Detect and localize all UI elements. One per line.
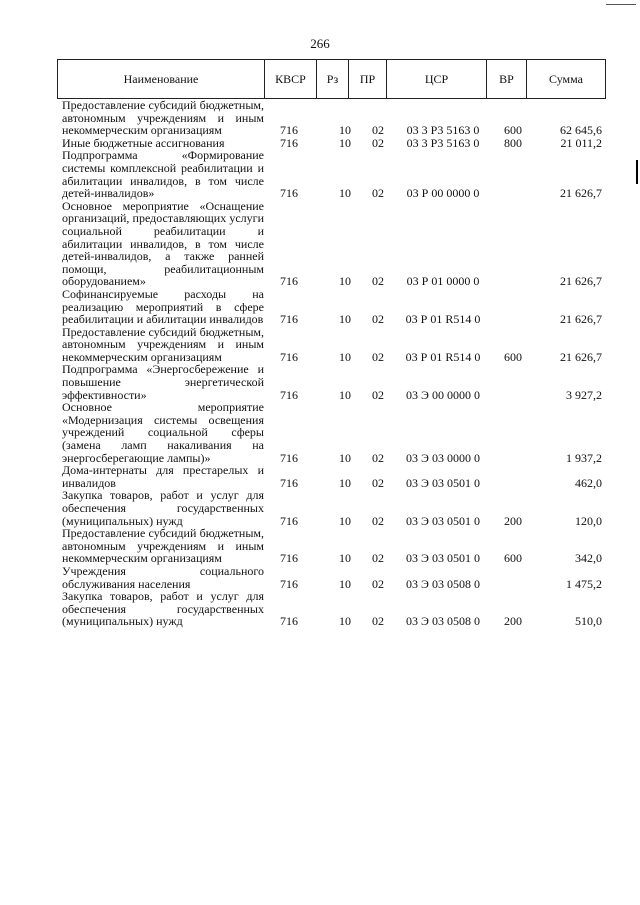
- row-sum: 120,0: [575, 513, 602, 528]
- table-row: [62, 590, 602, 628]
- row-rz: 10: [339, 135, 351, 150]
- header-sum: Сумма: [549, 71, 583, 86]
- row-pr: 02: [372, 387, 384, 402]
- row-kvsr: 716: [280, 312, 298, 327]
- row-rz: 10: [339, 614, 351, 629]
- row-rz: 10: [339, 274, 351, 289]
- row-kvsr: 716: [280, 614, 298, 629]
- row-name: Подпрограмма «Формирование системы комплексной реабилитации и абилитации инвалидов, в том числе детей-инвалидов»: [62, 148, 264, 201]
- row-rz: 10: [339, 312, 351, 327]
- table-row: [62, 363, 602, 401]
- row-pr: 02: [372, 123, 384, 138]
- row-rz: 10: [339, 450, 351, 465]
- row-sum: 21 626,7: [560, 312, 602, 327]
- row-sum: 21 626,7: [560, 186, 602, 201]
- header-rz: Рз: [317, 60, 349, 98]
- table-row: [62, 401, 602, 464]
- row-sum: 1 475,2: [566, 576, 602, 591]
- row-name: Иные бюджетные ассигнования: [62, 135, 225, 150]
- row-rz: 10: [339, 475, 351, 490]
- row-name: Софинансируемые расходы на реализацию мероприятий в сфере реабилитации и абилитации инвалидов: [62, 286, 264, 327]
- row-sum: 3 927,2: [566, 387, 602, 402]
- row-rz: 10: [339, 387, 351, 402]
- row-pr: 02: [372, 614, 384, 629]
- row-rz: 10: [339, 513, 351, 528]
- row-sum: 462,0: [575, 475, 602, 490]
- row-csr: 03 Э 03 0000 0: [406, 450, 480, 465]
- header-csr: ЦСР: [387, 60, 487, 98]
- row-name: Дома-интернаты для престарелых и инвалидов: [62, 463, 264, 490]
- header-name: Наименование: [58, 60, 265, 98]
- row-pr: 02: [372, 274, 384, 289]
- row-kvsr: 716: [280, 475, 298, 490]
- row-name: Закупка товаров, работ и услуг для обеспечения государственных (муниципальных) нужд: [62, 488, 264, 528]
- table-row: [62, 200, 602, 288]
- row-pr: 02: [372, 135, 384, 150]
- row-csr: 03 Р 01 R514 0: [405, 312, 481, 327]
- row-rz: 10: [339, 349, 351, 364]
- row-name: Основное мероприятие «Оснащение организаций, предоставляющих услуги социальной реабилитации и абилитации инвалидов, в том числе детей-инвалидов, а также ранней помощи, реабилитационным оборудованием»: [62, 198, 264, 289]
- row-sum: 62 645,6: [560, 123, 602, 138]
- row-vr: 600: [504, 349, 522, 364]
- header-vr: ВР: [487, 60, 527, 98]
- row-sum: 21 011,2: [560, 135, 602, 150]
- row-kvsr: 716: [280, 551, 298, 566]
- row-csr: 03 3 Р3 5163 0: [406, 123, 480, 138]
- row-name: Учреждения социального обслуживания населения: [62, 563, 264, 591]
- table-row: [62, 288, 602, 326]
- row-csr: 03 Р 01 0000 0: [406, 274, 480, 289]
- row-pr: 02: [372, 349, 384, 364]
- table-header: [57, 59, 606, 99]
- row-pr: 02: [372, 551, 384, 566]
- row-csr: 03 Э 00 0000 0: [406, 387, 480, 402]
- row-pr: 02: [372, 576, 384, 591]
- row-sum: 510,0: [575, 614, 602, 629]
- row-kvsr: 716: [280, 576, 298, 591]
- row-sum: 21 626,7: [560, 274, 602, 289]
- row-name: Закупка товаров, работ и услуг для обеспечения государственных (муниципальных) нужд: [62, 589, 264, 629]
- row-csr: 03 Э 03 0508 0: [406, 576, 480, 591]
- row-pr: 02: [372, 186, 384, 201]
- row-name: Предоставление субсидий бюджетным, автономным учреждениям и иным некоммерческим организациям: [62, 98, 264, 138]
- row-pr: 02: [372, 450, 384, 465]
- table-row: [62, 149, 602, 199]
- row-sum: 342,0: [575, 551, 602, 566]
- row-kvsr: 716: [280, 450, 298, 465]
- row-csr: 03 Э 03 0508 0: [406, 614, 480, 629]
- row-kvsr: 716: [280, 186, 298, 201]
- row-sum: 21 626,7: [560, 349, 602, 364]
- row-csr: 03 Р 00 0000 0: [406, 186, 480, 201]
- row-name: Основное мероприятие «Модернизация системы освещения учреждений социальной сферы (замена ламп накаливания на энергосберегающие лампы)»: [62, 400, 264, 465]
- row-kvsr: 716: [280, 135, 298, 150]
- header-pr: ПР: [349, 60, 387, 98]
- row-csr: 03 Э 03 0501 0: [406, 475, 480, 490]
- row-name: Предоставление субсидий бюджетным, автономным учреждениям и иным некоммерческим организациям: [62, 526, 264, 566]
- row-vr: 600: [504, 123, 522, 138]
- row-vr: 600: [504, 551, 522, 566]
- table-body: [62, 99, 602, 628]
- row-kvsr: 716: [280, 349, 298, 364]
- header-kvsr: КВСР: [265, 60, 317, 98]
- row-kvsr: 716: [280, 513, 298, 528]
- row-kvsr: 716: [280, 123, 298, 138]
- table-row: [62, 565, 602, 590]
- row-vr: 200: [504, 513, 522, 528]
- table-row: [62, 464, 602, 489]
- page-number: 266: [310, 36, 330, 51]
- row-sum: 1 937,2: [566, 450, 602, 465]
- scan-edge-mark-right: [636, 160, 638, 184]
- row-pr: 02: [372, 312, 384, 327]
- row-pr: 02: [372, 475, 384, 490]
- row-kvsr: 716: [280, 274, 298, 289]
- row-rz: 10: [339, 551, 351, 566]
- table-row: [62, 527, 602, 565]
- row-csr: 03 Р 01 R514 0: [405, 349, 481, 364]
- table-row: [62, 326, 602, 364]
- row-csr: 03 Э 03 0501 0: [406, 551, 480, 566]
- row-csr: 03 Э 03 0501 0: [406, 513, 480, 528]
- row-rz: 10: [339, 186, 351, 201]
- row-rz: 10: [339, 123, 351, 138]
- row-vr: 800: [504, 135, 522, 150]
- row-name: Подпрограмма «Энергосбережение и повышение энергетической эффективности»: [62, 362, 264, 402]
- row-csr: 03 3 Р3 5163 0: [406, 135, 480, 150]
- row-name: Предоставление субсидий бюджетным, автономным учреждениям и иным некоммерческим организациям: [62, 324, 264, 364]
- row-kvsr: 716: [280, 387, 298, 402]
- row-pr: 02: [372, 513, 384, 528]
- row-vr: 200: [504, 614, 522, 629]
- table-row: [62, 489, 602, 527]
- row-rz: 10: [339, 576, 351, 591]
- table-row: [62, 99, 602, 137]
- scan-edge-mark-top: [606, 4, 636, 5]
